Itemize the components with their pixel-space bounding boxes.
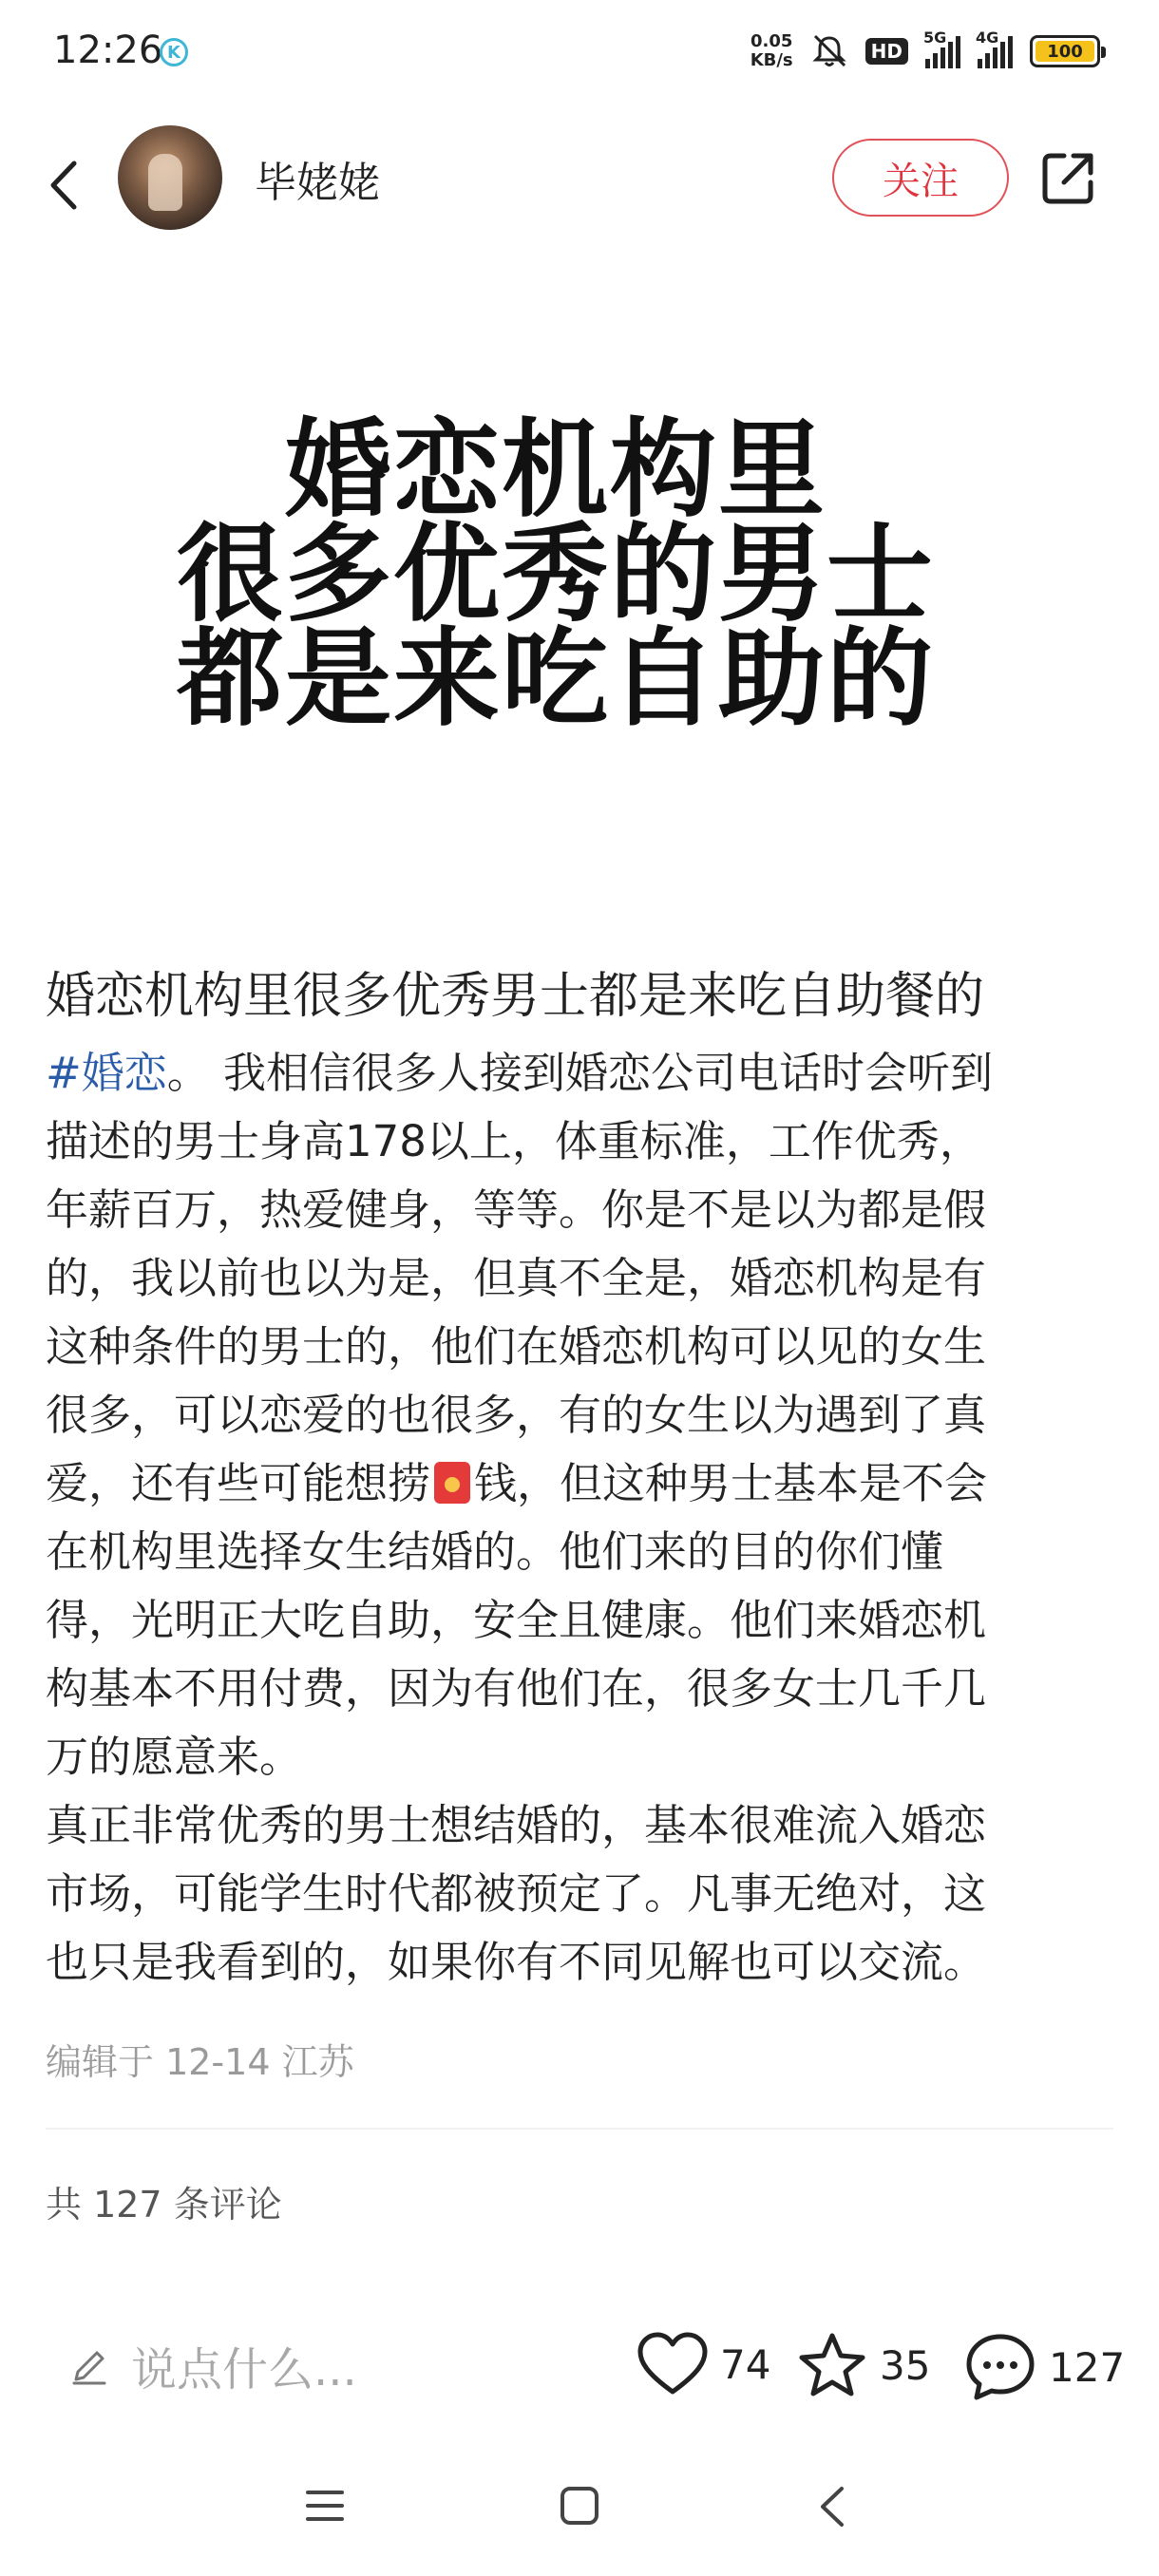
- battery-level: 100: [1036, 41, 1094, 62]
- body-line: 这种条件的男士的，他们在婚恋机构可以见的女生: [46, 1321, 987, 1372]
- cover-line: 很多优秀的男士: [177, 513, 935, 636]
- edit-meta: 编辑于 12-14 江苏: [46, 2041, 354, 2083]
- body-line: 年薪百万，热爱健身，等等。你是不是以为都是假: [46, 1184, 987, 1235]
- body-line: 爱，还有些可能想捞 钱，但这种男士基本是不会: [46, 1458, 988, 1508]
- comment-count: 共 127 条评论: [46, 2184, 282, 2226]
- divider: [46, 2128, 1113, 2130]
- cover-image[interactable]: [0, 408, 1112, 741]
- system-nav-bar: [0, 2441, 1159, 2576]
- avatar[interactable]: [118, 125, 222, 230]
- body-line: 的，我以前也以为是，但真不全是，婚恋机构是有: [46, 1253, 987, 1303]
- post-header: [0, 123, 1159, 247]
- comment-bubble-icon: [963, 2331, 1037, 2403]
- follow-button[interactable]: 关注: [832, 139, 1009, 217]
- status-bar: [0, 0, 1159, 104]
- mute-bell-icon: [810, 32, 848, 70]
- battery-icon: [1030, 35, 1100, 67]
- home-icon[interactable]: [559, 2485, 600, 2527]
- post-body: [46, 1039, 1119, 1997]
- post-title: 婚恋机构里很多优秀男士都是来吃自助餐的: [46, 968, 985, 1025]
- cover-line: 都是来吃自助的: [177, 617, 935, 741]
- signal-sim2-icon: 4G: [978, 34, 1013, 68]
- author-name[interactable]: 毕姥姥: [255, 159, 380, 207]
- status-time: 12:26: [53, 28, 163, 72]
- hd-voice-badge: HD: [865, 38, 908, 65]
- body-line: 在机构里选择女生结婚的。他们来的目的你们懂: [46, 1526, 944, 1577]
- comment-total: 127: [1049, 2343, 1126, 2391]
- favorite-count: 35: [880, 2341, 931, 2389]
- share-icon[interactable]: [1037, 148, 1098, 209]
- comment-button[interactable]: [963, 2331, 1125, 2403]
- body-line: 很多，可以恋爱的也很多，有的女生以为遇到了真: [46, 1390, 987, 1440]
- like-button[interactable]: [636, 2331, 770, 2397]
- network-speed: 0.05 KB/s: [750, 31, 793, 70]
- heart-icon: [636, 2331, 709, 2397]
- body-line: 得，光明正大吃自助，安全且健康。他们来婚恋机: [46, 1595, 987, 1645]
- bottom-action-bar: [0, 2299, 1159, 2432]
- favorite-button[interactable]: [796, 2331, 930, 2399]
- body-line: 市场，可能学生时代都被预定了。凡事无绝对，这: [46, 1868, 987, 1919]
- comment-input[interactable]: [68, 2333, 357, 2398]
- comment-placeholder: 说点什么...: [131, 2343, 357, 2396]
- body-line: 描述的男士身高178以上，体重标准，工作优秀，: [46, 1116, 982, 1166]
- hashtag-link[interactable]: #婚恋: [46, 1048, 167, 1098]
- app-notification-icon: K: [160, 38, 188, 66]
- cover-line: 婚恋机构里: [285, 408, 826, 532]
- menu-icon[interactable]: [304, 2487, 346, 2525]
- status-indicators: [750, 28, 1100, 70]
- body-line: 也只是我看到的，如果你有不同见解也可以交流。: [46, 1937, 987, 1987]
- like-count: 74: [720, 2340, 771, 2388]
- back-icon[interactable]: [38, 152, 95, 218]
- nav-back-icon[interactable]: [815, 2483, 847, 2530]
- star-icon: [796, 2331, 868, 2399]
- signal-sim1-icon: 5G: [925, 34, 960, 68]
- body-line: 真正非常优秀的男士想结婚的，基本很难流入婚恋: [46, 1800, 987, 1850]
- body-line: 构基本不用付费，因为有他们在，很多女士几千几: [46, 1663, 987, 1714]
- body-line: #婚恋。 我相信很多人接到婚恋公司电话时会听到: [46, 1048, 994, 1098]
- red-envelope-icon: [434, 1462, 470, 1504]
- pen-icon: [68, 2345, 110, 2387]
- body-line: 万的愿意来。: [46, 1732, 303, 1782]
